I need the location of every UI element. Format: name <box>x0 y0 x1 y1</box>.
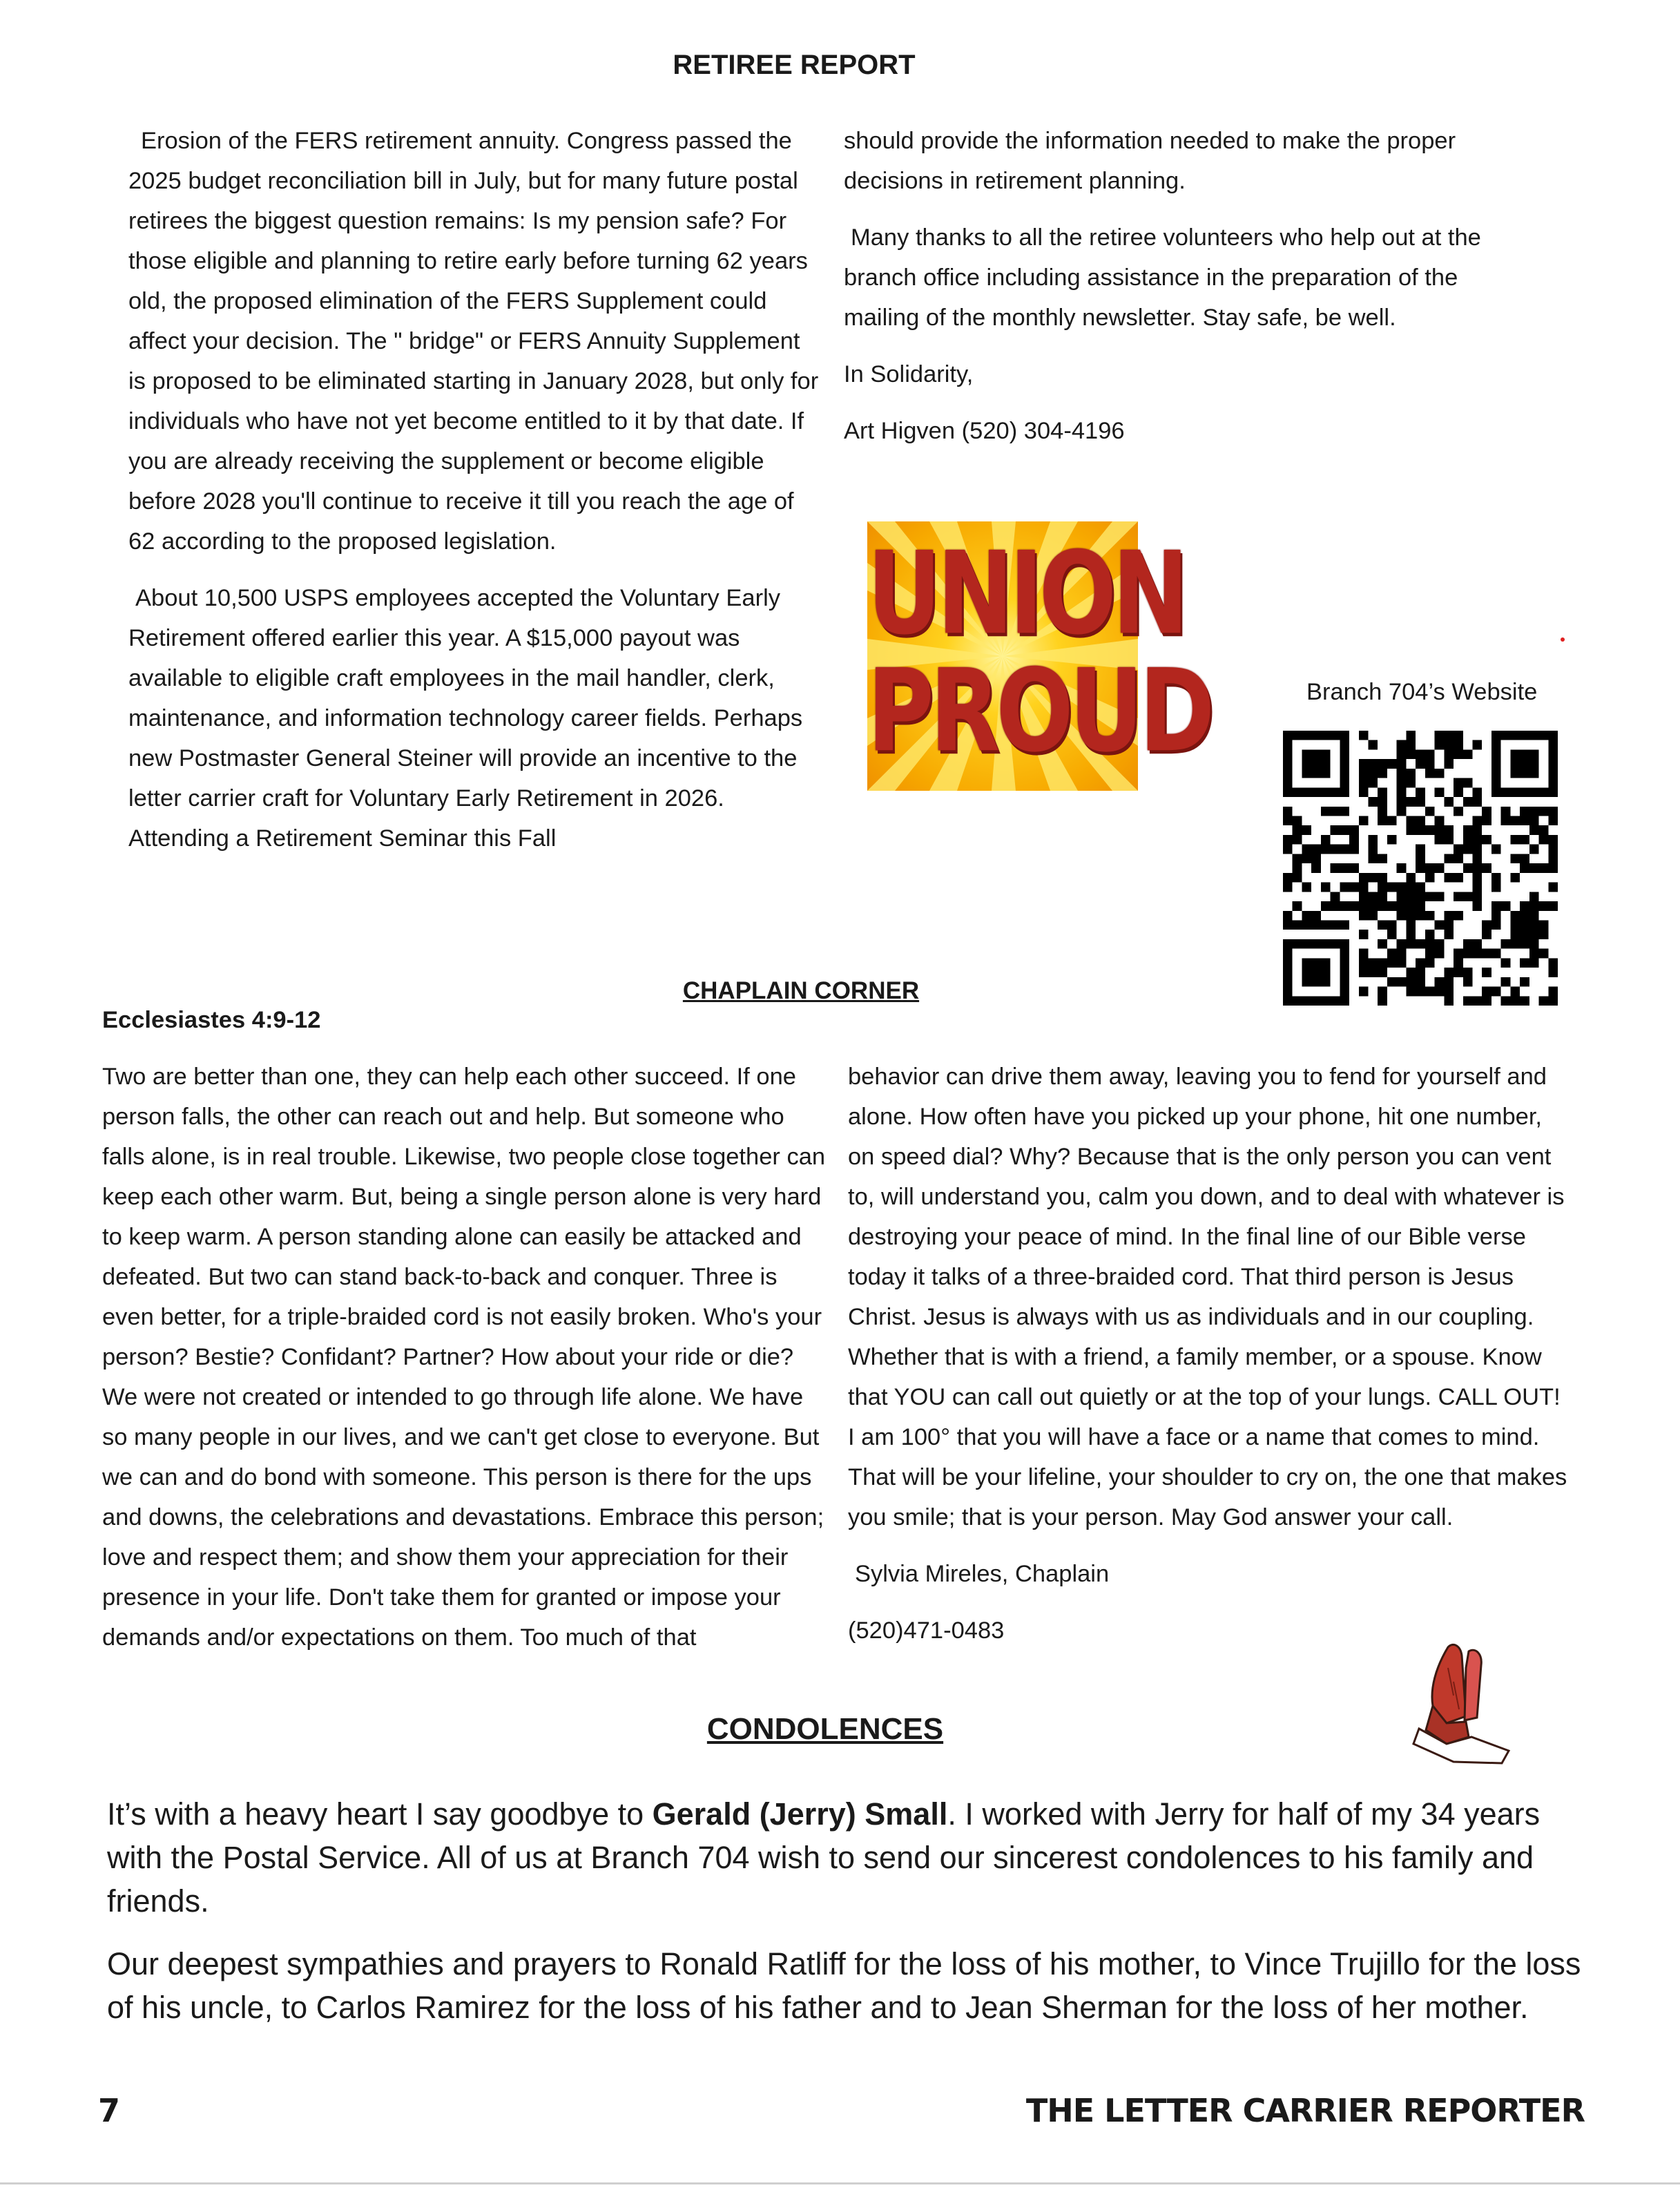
website-qr-code[interactable] <box>1283 731 1558 1006</box>
condolences-title: CONDOLENCES <box>706 1712 944 1746</box>
logo-word-union: UNION <box>867 527 1185 661</box>
retiree-right-column <box>844 121 1534 468</box>
chaplain-corner-title: CHAPLAIN CORNER <box>682 977 920 1004</box>
bottom-rule <box>0 2182 1680 2184</box>
retiree-report-title: RETIREE REPORT <box>673 50 916 80</box>
condolences-rest-text: . I worked with Jerry for half of my 34 years with the Postal Service. All of us at Branch 704 wish to send our sincerest condolences to his family and friends. <box>107 1796 1541 1919</box>
retiree-paragraph-3: should provide the information needed to make the proper decisions in retirement planning. <box>844 128 1456 194</box>
condolences-paragraph-1 <box>107 1792 1592 1923</box>
deceased-name: Gerald (Jerry) Small <box>652 1796 948 1832</box>
page-number: 7 <box>98 2092 121 2129</box>
chaplain-phone: (520)471-0483 <box>848 1617 1005 1644</box>
retiree-paragraph-1: Erosion of the FERS retirement annuity. Congress passed the 2025 budget reconciliation bill in July, but for many future postal retirees the biggest question remains: Is my pension safe? For those eligible and planning to retire early before turning 62 years old, the proposed elimination of the FERS Supplement could affect your decision. The " bridge" or FERS Annuity Supplement is proposed to be eliminated starting in January 2028, but only for individuals who have not yet become entitled to it by that date. If you are already receiving the supplement or become eligible before 2028 you'll continue to receive it till you reach the age of 62 according to the proposed legislation. <box>128 128 819 555</box>
retiree-paragraph-2: About 10,500 USPS employees accepted the Voluntary Early Retirement offered earlier this year. A $15,000 payout was available to eligible craft employees in the mail handler, clerk, maintenance, and information technology career fields. Perhaps new Postmaster General Steiner will provide an incentive to the letter carrier craft for Voluntary Early Retirement in 2026. Attending a Retirement Seminar this Fall <box>128 585 803 852</box>
praying-hands-icon <box>1405 1640 1523 1765</box>
retiree-left-column <box>128 121 822 875</box>
retiree-paragraph-4: Many thanks to all the retiree volunteers who help out at the branch office including assistance in the preparation of the mailing of the monthly newsletter. Stay safe, be well. <box>844 224 1481 331</box>
condolences-body <box>107 1792 1592 2048</box>
condolences-paragraph-2: Our deepest sympathies and prayers to Ronald Ratliff for the loss of his mother, to Vince Trujillo for the loss of his uncle, to Carlos Ramirez for the loss of his father and to Jean Sherman for the loss of her mother. <box>107 1946 1581 2025</box>
logo-word-proud: PROUD <box>867 644 1211 778</box>
chaplain-right-column <box>848 1057 1573 1667</box>
retiree-signature: Art Higven (520) 304-4196 <box>844 418 1125 444</box>
condolences-intro-text: It’s with a heavy heart I say goodbye to <box>107 1796 653 1832</box>
retiree-closing: In Solidarity, <box>844 361 974 387</box>
verse-reference: Ecclesiastes 4:9-12 <box>102 1007 321 1033</box>
chaplain-signature: Sylvia Mireles, Chaplain <box>855 1561 1110 1587</box>
red-dot <box>1561 637 1565 642</box>
chaplain-left-column: Two are better than one, they can help each other succeed. If one person falls, the other can reach out and help. But someone who falls alone, is in real trouble. Likewise, two people close together can keep each other warm. But, being a single person alone is very hard to keep warm. A person standing alone can easily be attacked and defeated. But two can stand back-to-back and conquer. Three is even better, for a triple-braided cord is not easily broken. Who's your person? Bestie? Confidant? Partner? How about your ride or die? We were not created or intended to go through life alone. We have so many people in our lives, and we can't get close to everyone. But we can and do bond with someone. This person is there for the ups and downs, the celebrations and devastations. Embrace this person; love and respect them; and show them your appreciation for their presence in your life. Don't take them for granted or impose your demands and/or expectations on them. Too much of that <box>102 1064 826 1651</box>
qr-code-graphic <box>1283 731 1558 1006</box>
website-label: Branch 704’s Website <box>1306 679 1538 705</box>
union-proud-logo <box>867 521 1211 791</box>
chaplain-text-continued: behavior can drive them away, leaving you to fend for yourself and alone. How often have you picked up your phone, hit one number, on speed dial? Why? Because that is the only person you can vent to, will understand you, calm you down, and to deal with whatever is destroying your peace of mind. In the final line of our Bible verse today it talks of a three-braided cord. That third person is Jesus Christ. Jesus is always with us as individuals and in our coupling. Whether that is with a friend, a family member, or a spouse. Know that YOU can call out quietly or at the top of your lungs. CALL OUT! I am 100° that you will have a face or a name that comes to mind. That will be your lifeline, your shoulder to cry on, the one that makes you smile; that is your person. May God answer your call. <box>848 1064 1567 1530</box>
publication-name: THE LETTER CARRIER REPORTER <box>1025 2092 1585 2129</box>
